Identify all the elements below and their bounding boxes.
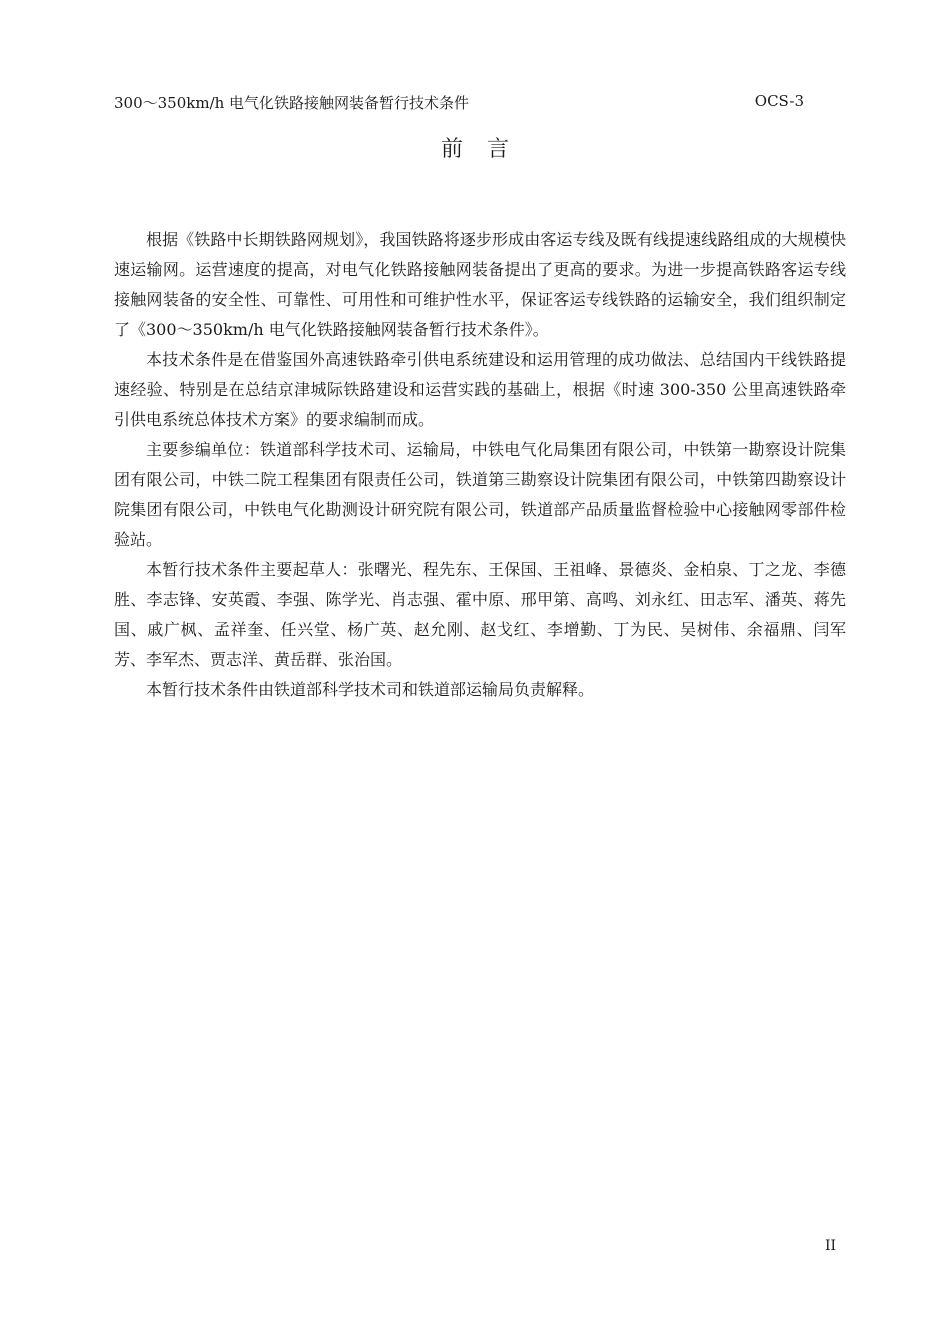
header-document-title: 300～350km/h 电气化铁路接触网装备暂行技术条件 — [114, 94, 470, 112]
page-number: II — [824, 1238, 836, 1254]
paragraph-drafters: 本暂行技术条件主要起草人：张曙光、程先东、王保国、王祖峰、景德炎、金柏泉、丁之龙、李德胜、李志锋、安英霞、李强、陈学光、肖志强、霍中原、邢甲第、高鸣、刘永红、田志军、潘英、蒋先国、戚广枫、孟祥奎、任兴堂、杨广英、赵允刚、赵戈红、李增勤、丁为民、吴树伟、余福鼎、闫军芳、李军杰、贾志洋、黄岳群、张治国。 — [114, 560, 846, 669]
page-title: 前言 — [440, 137, 533, 162]
header-document-code: OCS-3 — [754, 92, 804, 110]
paragraph-interpretation: 本暂行技术条件由铁道部科学技术司和铁道部运输局负责解释。 — [146, 680, 595, 699]
preface-body — [114, 225, 846, 705]
paragraph-participating-units: 主要参编单位：铁道部科学技术司、运输局，中铁电气化局集团有限公司，中铁第一勘察设计院集团有限公司，中铁二院工程集团有限责任公司，铁道第三勘察设计院集团有限公司，中铁第四勘察设计院集团有限公司，中铁电气化勘测设计研究院有限公司，铁道部产品质量监督检验中心接触网零部件检验站。 — [114, 440, 846, 549]
paragraph-background: 根据《铁路中长期铁路网规划》，我国铁路将逐步形成由客运专线及既有线提速线路组成的大规模快速运输网。运营速度的提高，对电气化铁路接触网装备提出了更高的要求。为进一步提高铁路客运专线接触网装备的安全性、可靠性、可用性和可维护性水平，保证客运专线铁路的运输安全，我们组织制定了《300～350km/h 电气化铁路接触网装备暂行技术条件》。 — [114, 230, 846, 339]
paragraph-basis: 本技术条件是在借鉴国外高速铁路牵引供电系统建设和运用管理的成功做法、总结国内干线铁路提速经验、特别是在总结京津城际铁路建设和运营实践的基础上，根据《时速 300-350 公里高速铁路牵引供电系统总体技术方案》的要求编制而成。 — [114, 350, 846, 429]
